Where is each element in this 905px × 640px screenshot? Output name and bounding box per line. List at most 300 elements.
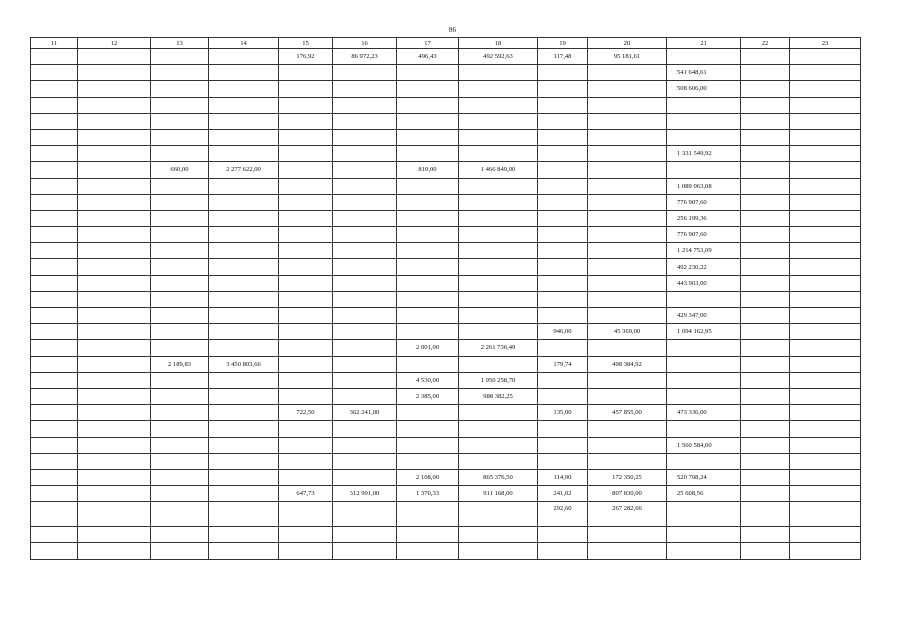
table-cell	[333, 340, 397, 356]
table-cell	[78, 210, 151, 226]
table-cell	[279, 210, 333, 226]
table-cell	[538, 437, 588, 453]
table-cell	[78, 421, 151, 437]
table-cell	[538, 243, 588, 259]
table-cell	[741, 543, 790, 559]
table-cell: 1 560 584,00	[667, 437, 741, 453]
table-cell	[31, 324, 78, 340]
table-row	[31, 129, 861, 145]
table-row	[31, 210, 861, 226]
table-cell	[279, 113, 333, 129]
table-cell	[209, 388, 279, 404]
table-cell	[397, 81, 459, 97]
table-cell	[667, 388, 741, 404]
table-cell	[459, 227, 538, 243]
table-cell	[209, 527, 279, 543]
table-cell	[790, 388, 861, 404]
table-cell	[78, 308, 151, 324]
table-cell: 443 903,00	[667, 275, 741, 291]
table-cell	[31, 65, 78, 81]
table-cell	[538, 81, 588, 97]
table-cell	[538, 113, 588, 129]
table-cell	[667, 421, 741, 437]
table-cell	[790, 146, 861, 162]
table-cell	[78, 340, 151, 356]
table-cell	[333, 437, 397, 453]
table-cell	[588, 243, 667, 259]
table-cell	[78, 81, 151, 97]
table-cell	[790, 324, 861, 340]
table-cell	[209, 129, 279, 145]
table-row	[31, 527, 861, 543]
table-cell	[151, 291, 209, 307]
table-cell	[31, 469, 78, 485]
table-row	[31, 388, 861, 404]
table-cell	[741, 356, 790, 372]
column-header: 18	[459, 38, 538, 49]
table-cell	[151, 453, 209, 469]
column-header: 12	[78, 38, 151, 49]
table-cell	[459, 259, 538, 275]
table-cell	[790, 437, 861, 453]
table-cell	[279, 97, 333, 113]
table-cell	[588, 308, 667, 324]
table-cell	[538, 227, 588, 243]
table-cell	[78, 543, 151, 559]
table-cell: 911 168,00	[459, 486, 538, 502]
table-cell	[31, 356, 78, 372]
table-cell	[209, 97, 279, 113]
table-cell	[31, 81, 78, 97]
table-cell	[151, 243, 209, 259]
table-row	[31, 81, 861, 97]
table-cell	[790, 81, 861, 97]
table-cell	[31, 227, 78, 243]
table-cell	[790, 178, 861, 194]
table-cell	[333, 146, 397, 162]
table-cell	[588, 527, 667, 543]
table-cell	[397, 97, 459, 113]
table-row	[31, 65, 861, 81]
table-cell	[279, 453, 333, 469]
table-cell	[279, 543, 333, 559]
table-cell	[667, 291, 741, 307]
table-cell	[538, 340, 588, 356]
column-header: 17	[397, 38, 459, 49]
table-cell	[538, 453, 588, 469]
table-cell	[209, 469, 279, 485]
table-cell	[78, 356, 151, 372]
table-cell	[397, 65, 459, 81]
table-cell	[151, 502, 209, 527]
table-cell	[209, 486, 279, 502]
table-row	[31, 340, 861, 356]
table-cell	[279, 527, 333, 543]
table-cell	[151, 194, 209, 210]
table-row	[31, 194, 861, 210]
table-row	[31, 469, 861, 485]
table-cell	[279, 469, 333, 485]
table-cell: 25 608,56	[667, 486, 741, 502]
table-cell: 4 530,00	[397, 372, 459, 388]
table-cell	[790, 340, 861, 356]
table-cell	[31, 291, 78, 307]
table-cell	[209, 421, 279, 437]
table-cell	[790, 486, 861, 502]
table-cell: 492 592,63	[459, 49, 538, 65]
table-cell	[538, 129, 588, 145]
table-cell	[741, 502, 790, 527]
table-cell	[741, 194, 790, 210]
table-cell	[459, 437, 538, 453]
table-cell	[279, 65, 333, 81]
table-cell	[279, 227, 333, 243]
column-header: 14	[209, 38, 279, 49]
column-header-row	[31, 38, 861, 49]
table-cell	[790, 162, 861, 178]
table-cell	[209, 340, 279, 356]
table-cell	[741, 421, 790, 437]
table-cell	[790, 502, 861, 527]
table-cell	[279, 275, 333, 291]
table-cell	[78, 486, 151, 502]
table-cell	[279, 388, 333, 404]
table-cell	[588, 340, 667, 356]
table-cell	[333, 113, 397, 129]
table-cell	[667, 356, 741, 372]
table-cell	[78, 259, 151, 275]
table-cell	[588, 275, 667, 291]
table-cell: 776 907,60	[667, 194, 741, 210]
table-cell: 1 950 258,70	[459, 372, 538, 388]
table-cell	[333, 324, 397, 340]
table-cell	[397, 194, 459, 210]
table-cell	[333, 421, 397, 437]
table-cell	[333, 243, 397, 259]
table-cell	[31, 194, 78, 210]
table-cell	[333, 275, 397, 291]
table-cell	[279, 129, 333, 145]
table-cell	[790, 259, 861, 275]
table-cell: 946,00	[538, 324, 588, 340]
table-cell	[538, 421, 588, 437]
table-cell	[78, 113, 151, 129]
table-cell	[279, 372, 333, 388]
column-header: 15	[279, 38, 333, 49]
table-cell	[151, 324, 209, 340]
table-cell: 114,00	[538, 469, 588, 485]
table-cell	[31, 113, 78, 129]
table-cell	[397, 421, 459, 437]
table-cell	[538, 210, 588, 226]
table-cell	[459, 194, 538, 210]
table-cell	[31, 388, 78, 404]
table-cell	[741, 113, 790, 129]
table-cell	[31, 210, 78, 226]
table-cell	[333, 469, 397, 485]
table-cell	[538, 97, 588, 113]
table-cell: 1 331 549,92	[667, 146, 741, 162]
table-cell	[279, 502, 333, 527]
table-cell: 988 382,25	[459, 388, 538, 404]
table-cell	[790, 210, 861, 226]
table-cell	[151, 308, 209, 324]
table-row	[31, 291, 861, 307]
table-cell	[397, 178, 459, 194]
table-cell	[538, 178, 588, 194]
table-cell	[279, 162, 333, 178]
table-cell	[151, 146, 209, 162]
table-cell: 3 450 803,66	[209, 356, 279, 372]
table-cell: 429 347,00	[667, 308, 741, 324]
table-cell	[78, 227, 151, 243]
table-cell: 117,48	[538, 49, 588, 65]
table-cell	[588, 421, 667, 437]
table-cell	[209, 210, 279, 226]
table-cell	[397, 405, 459, 421]
table-cell	[333, 291, 397, 307]
table-cell	[588, 437, 667, 453]
table-cell	[279, 194, 333, 210]
table-cell	[588, 178, 667, 194]
table-cell	[78, 129, 151, 145]
table-cell	[31, 405, 78, 421]
table-cell	[790, 372, 861, 388]
table-cell	[397, 502, 459, 527]
table-cell	[151, 275, 209, 291]
table-cell	[741, 308, 790, 324]
table-cell	[588, 543, 667, 559]
table-cell	[459, 324, 538, 340]
table-cell	[279, 340, 333, 356]
table-cell	[741, 291, 790, 307]
table-cell	[588, 372, 667, 388]
table-cell: 647,73	[279, 486, 333, 502]
table-cell	[741, 162, 790, 178]
table-cell	[333, 129, 397, 145]
table-cell: 492 230,22	[667, 259, 741, 275]
table-cell	[31, 243, 78, 259]
table-cell	[151, 527, 209, 543]
table-cell	[279, 146, 333, 162]
table-cell: 176,92	[279, 49, 333, 65]
table-row	[31, 356, 861, 372]
column-header: 22	[741, 38, 790, 49]
table-cell	[667, 97, 741, 113]
column-header: 16	[333, 38, 397, 49]
table-cell: 86 972,23	[333, 49, 397, 65]
table-cell	[151, 49, 209, 65]
table-cell	[741, 146, 790, 162]
table-cell	[78, 275, 151, 291]
table-cell	[741, 372, 790, 388]
table-cell	[78, 97, 151, 113]
table-cell	[397, 527, 459, 543]
table-cell	[667, 372, 741, 388]
table-cell	[31, 275, 78, 291]
table-cell	[538, 308, 588, 324]
table-cell	[279, 437, 333, 453]
table-cell	[667, 49, 741, 65]
table-cell	[31, 453, 78, 469]
table-cell	[78, 527, 151, 543]
table-cell	[78, 469, 151, 485]
table-cell	[31, 543, 78, 559]
table-cell	[397, 324, 459, 340]
table-cell: 2 189,83	[151, 356, 209, 372]
table-cell	[279, 243, 333, 259]
table-cell	[741, 178, 790, 194]
table-cell	[333, 97, 397, 113]
table-cell: 179,74	[538, 356, 588, 372]
table-cell	[538, 543, 588, 559]
table-cell	[741, 243, 790, 259]
table-cell	[667, 340, 741, 356]
table-row	[31, 405, 861, 421]
column-header: 21	[667, 38, 741, 49]
table-row	[31, 49, 861, 65]
table-cell	[459, 65, 538, 81]
table-cell	[333, 194, 397, 210]
table-cell	[151, 388, 209, 404]
table-cell	[333, 527, 397, 543]
table-cell	[397, 275, 459, 291]
table-cell	[397, 243, 459, 259]
table-cell	[209, 372, 279, 388]
table-cell	[78, 405, 151, 421]
table-cell: 2 001,00	[397, 340, 459, 356]
table-cell	[397, 146, 459, 162]
table-cell	[459, 178, 538, 194]
table-cell	[31, 259, 78, 275]
table-cell: 473 336,00	[667, 405, 741, 421]
table-cell	[741, 210, 790, 226]
table-cell	[209, 259, 279, 275]
table-cell	[667, 527, 741, 543]
table-cell	[741, 486, 790, 502]
table-cell: 2 108,00	[397, 469, 459, 485]
table-cell	[31, 178, 78, 194]
table-cell: 520 708,24	[667, 469, 741, 485]
table-cell	[459, 502, 538, 527]
table-cell	[538, 388, 588, 404]
table-cell	[78, 388, 151, 404]
table-cell	[333, 372, 397, 388]
table-cell	[397, 113, 459, 129]
table-cell	[78, 65, 151, 81]
table-cell	[333, 65, 397, 81]
table-cell	[459, 527, 538, 543]
table-cell	[790, 227, 861, 243]
table-cell	[333, 178, 397, 194]
table-cell	[741, 453, 790, 469]
table-row	[31, 146, 861, 162]
table-row	[31, 324, 861, 340]
table-cell	[78, 453, 151, 469]
table-cell	[78, 162, 151, 178]
table-cell	[459, 113, 538, 129]
table-cell	[151, 210, 209, 226]
table-cell	[790, 49, 861, 65]
table-row	[31, 178, 861, 194]
table-cell	[741, 324, 790, 340]
table-cell	[667, 129, 741, 145]
table-cell: 810,00	[397, 162, 459, 178]
table-cell: 267 282,66	[588, 502, 667, 527]
table-cell	[209, 227, 279, 243]
table-cell: 292,60	[538, 502, 588, 527]
table-row	[31, 259, 861, 275]
table-cell	[667, 543, 741, 559]
table-cell: 362 241,00	[333, 405, 397, 421]
table-cell	[151, 227, 209, 243]
table-cell: 95 181,61	[588, 49, 667, 65]
table-cell	[790, 469, 861, 485]
column-header: 11	[31, 38, 78, 49]
table-cell: 722,50	[279, 405, 333, 421]
table-cell	[397, 437, 459, 453]
table-cell: 660,00	[151, 162, 209, 178]
table-cell: 135,00	[538, 405, 588, 421]
table-cell	[31, 49, 78, 65]
table-cell	[741, 527, 790, 543]
table-cell	[459, 421, 538, 437]
table-cell	[459, 405, 538, 421]
page-number: 86	[449, 26, 456, 34]
table-cell	[459, 97, 538, 113]
table-cell	[333, 502, 397, 527]
table-cell	[588, 227, 667, 243]
table-cell	[459, 453, 538, 469]
table-cell	[333, 388, 397, 404]
table-row	[31, 453, 861, 469]
table-cell	[397, 356, 459, 372]
table-cell	[209, 437, 279, 453]
table-cell	[333, 210, 397, 226]
table-cell	[588, 65, 667, 81]
table-cell	[397, 453, 459, 469]
table-cell	[151, 340, 209, 356]
table-cell	[31, 437, 78, 453]
table-cell	[209, 405, 279, 421]
table-cell	[538, 194, 588, 210]
table-cell	[538, 65, 588, 81]
table-cell	[31, 129, 78, 145]
table-cell	[279, 324, 333, 340]
table-cell: 1 094 162,95	[667, 324, 741, 340]
table-cell	[397, 543, 459, 559]
table-row	[31, 243, 861, 259]
table-cell	[790, 543, 861, 559]
table-cell	[741, 49, 790, 65]
table-cell	[397, 129, 459, 145]
table-cell	[397, 210, 459, 226]
table-cell	[78, 324, 151, 340]
table-cell	[279, 81, 333, 97]
table-cell	[209, 65, 279, 81]
table-cell	[790, 243, 861, 259]
table-cell	[741, 81, 790, 97]
table-cell	[78, 437, 151, 453]
table-cell	[279, 308, 333, 324]
table-cell	[151, 421, 209, 437]
table-cell	[78, 291, 151, 307]
table-cell	[741, 129, 790, 145]
table-cell: 498 384,92	[588, 356, 667, 372]
table-cell	[333, 308, 397, 324]
table-cell	[279, 178, 333, 194]
table-cell	[790, 291, 861, 307]
